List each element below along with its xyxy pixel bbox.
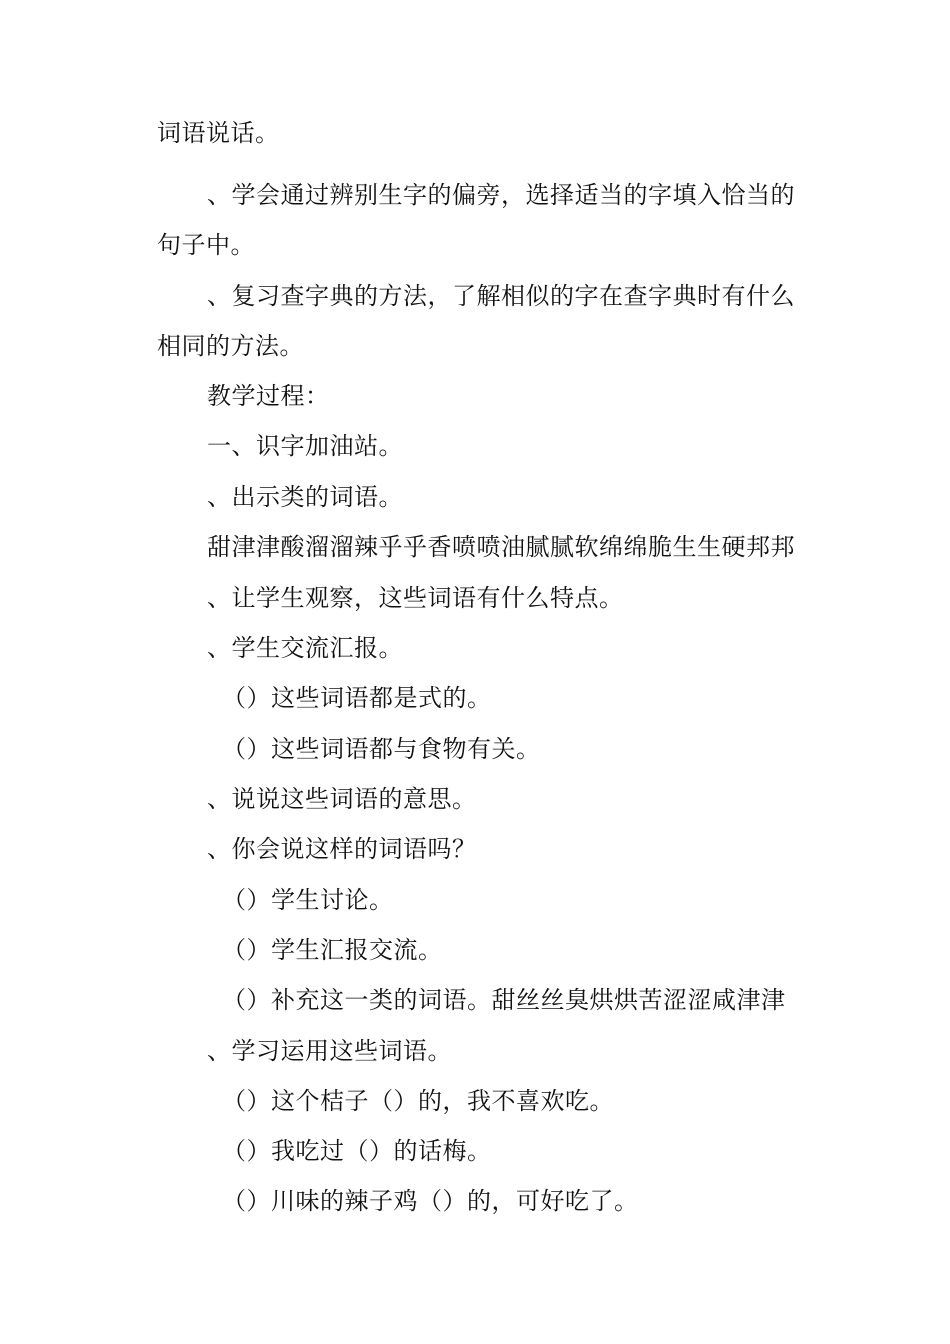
text-line: （）我吃过（）的话梅。 <box>222 1137 492 1165</box>
text-line: 、学会通过辨别生字的偏旁，选择适当的字填入恰当的 <box>207 181 795 209</box>
text-line: （）这些词语都是式的。 <box>222 684 492 712</box>
text-line: （）补充这一类的词语。甜丝丝臭烘烘苦涩涩咸津津 <box>222 986 786 1014</box>
word-list: 甜津津酸溜溜辣乎乎香喷喷油腻腻软绵绵脆生生硬邦邦 <box>207 533 795 561</box>
section-heading: 教学过程： <box>207 382 330 410</box>
text-line: 、你会说这样的词语吗？ <box>207 835 477 863</box>
text-line: 、学习运用这些词语。 <box>207 1037 452 1065</box>
text-line: （）川味的辣子鸡（）的，可好吃了。 <box>222 1187 639 1215</box>
text-line: （）这个桔子（）的，我不喜欢吃。 <box>222 1087 614 1115</box>
text-line: 、学生交流汇报。 <box>207 634 403 662</box>
text-line: 词语说话。 <box>157 119 280 147</box>
text-line: （）学生汇报交流。 <box>222 936 443 964</box>
text-line: 、让学生观察，这些词语有什么特点。 <box>207 584 624 612</box>
text-line: （）这些词语都与食物有关。 <box>222 735 541 763</box>
text-line: 相同的方法。 <box>157 332 304 360</box>
section-heading: 一、识字加油站。 <box>207 432 403 460</box>
text-line: （）学生讨论。 <box>222 886 394 914</box>
text-line: 句子中。 <box>157 231 255 259</box>
text-line: 、说说这些词语的意思。 <box>207 785 477 813</box>
text-line: 、复习查字典的方法，了解相似的字在查字典时有什么 <box>207 282 795 310</box>
text-line: 、出示类的词语。 <box>207 483 403 511</box>
